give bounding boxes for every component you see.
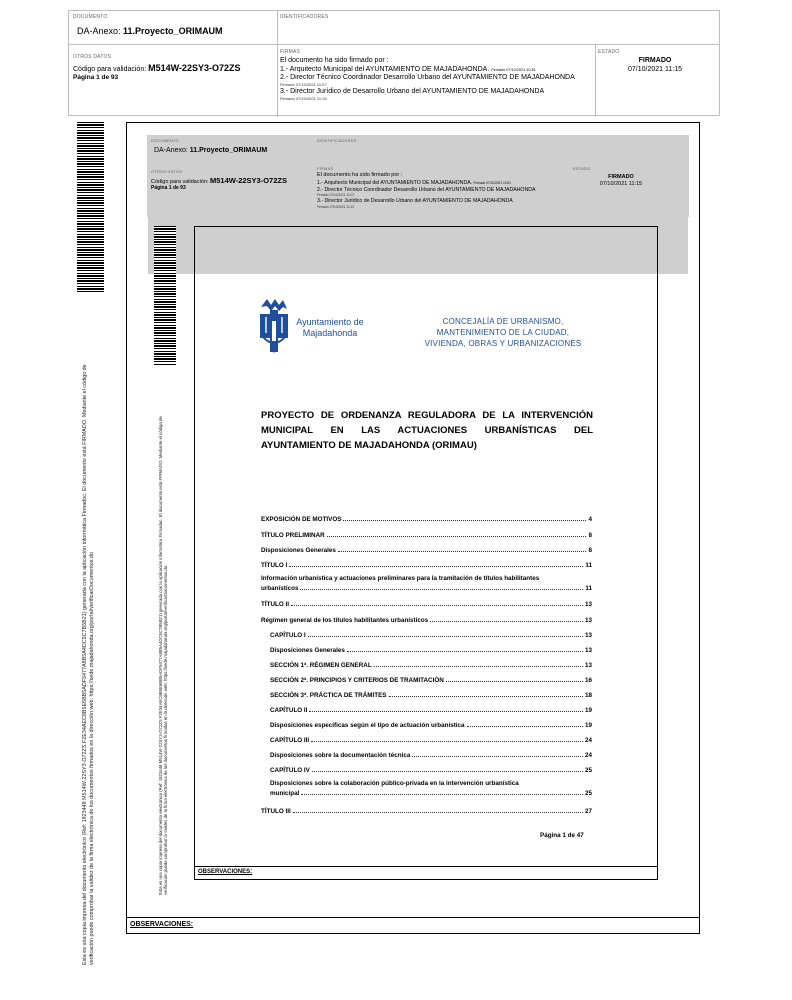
inner-signer-2: 2.- Director Técnico Coordinador Desarrollo Urbano del AYUNTAMIENTO DE MAJADAHONDA (317, 187, 536, 193)
toc-entry-title: CAPÍTULO IV (270, 767, 310, 774)
observaciones-outer-box (127, 917, 699, 933)
inner-doc-prefix: DA-Anexo: (154, 147, 190, 154)
toc-entry-title: TÍTULO PRELIMINAR (261, 532, 325, 539)
toc-entry-title: CAPÍTULO II (270, 707, 308, 714)
inner-label-firmas: FIRMAS (317, 166, 334, 171)
inner-status-firmado: FIRMADO (608, 174, 634, 180)
toc-entry-page: 16 (584, 677, 592, 684)
label-documento: DOCUMENTO (73, 14, 108, 20)
toc-entry[interactable] (270, 767, 592, 774)
observaciones-outer: OBSERVACIONES: (130, 921, 194, 928)
signer-1-stamp: Firmado 07/10/2021 10:51 (491, 68, 536, 72)
toc-entry-title: EXPOSICIÓN DE MOTIVOS (261, 516, 342, 523)
toc-entry-page: 8 (588, 532, 592, 539)
signer-2-stamp: Firmado 07/10/2021 11:07 (280, 82, 327, 87)
toc-entry-page: 19 (584, 722, 592, 729)
toc-entry-page: 24 (584, 737, 592, 744)
codigo-prefix: Código para validación: (73, 66, 149, 73)
toc-entry[interactable] (261, 547, 592, 554)
side-note-outer-line1: Esta es una copia impresa del documento electrónico (Ref: 1823448 M514W-22SY3-O72ZS F2E34AEC8B5E6BB5ADF5477A8B5A4DC5C7B5B21) generada con la aplicación informática Firmadoc. El documento está FIRMADO. Mediante el código de (82, 364, 88, 965)
side-note-outer (82, 305, 95, 965)
inner-document-name (154, 147, 267, 154)
toc-entry[interactable] (270, 632, 592, 639)
signer-1-text: 1.- Arquitecto Municipal del AYUNTAMIENTO DE MAJADAHONDA. (280, 66, 490, 73)
concejalia-line2: MANTENIMIENTO DE LA CIUDAD, (436, 328, 570, 337)
toc-entry-page: 13 (584, 632, 592, 639)
toc-entry[interactable] (261, 562, 592, 569)
inner-signer-3: 3.- Director Jurídico de Desarrollo Urbano del AYUNTAMIENTO DE MAJADAHONDA (317, 198, 513, 204)
toc-entry[interactable] (270, 662, 592, 669)
toc-entry-page: 8 (588, 547, 592, 554)
toc-entry-page: 25 (584, 790, 592, 797)
inner-signer-3-stamp: Firmado 07/10/2021 11:15 (317, 205, 355, 209)
toc-entry-title: municipal (270, 790, 300, 797)
document-title: PROYECTO DE ORDENANZA REGULADORA DE LA INTERVENCIÓN MUNICIPAL EN LAS ACTUACIONES URBANÍSTICAS DEL AYUNTAMIENTO DE MAJADAHONDA (ORIMAU) (261, 410, 593, 451)
inner-signer-2-stamp: Firmado 07/10/2021 11:07 (317, 193, 355, 197)
inner-signer-1 (317, 180, 511, 186)
outer-signature-header (68, 10, 720, 116)
toc-entry-title: TÍTULO II (261, 601, 289, 608)
toc-entry-title: Disposiciones sobre la documentación técnica (270, 752, 411, 759)
divider (277, 45, 278, 117)
toc-entry-title: Disposiciones Generales (270, 647, 345, 654)
divider (277, 11, 278, 45)
toc-entry-page: 11 (585, 585, 592, 592)
validation-code (73, 63, 240, 73)
inner-label-otros: OTROS DATOS (151, 169, 182, 174)
toc-leader (374, 666, 583, 667)
toc-entry[interactable] (261, 516, 592, 523)
concejalia-line1: CONCEJALÍA DE URBANISMO, (442, 317, 564, 326)
observaciones-inner: OBSERVACIONES: (198, 869, 253, 875)
toc-entry-title: Régimen general de los títulos habilitantes urbanísticos (261, 617, 429, 624)
doc-prefix: DA-Anexo: (77, 26, 124, 36)
toc-leader (293, 812, 583, 813)
inner-firmado-por: El documento ha sido firmado por : (317, 172, 403, 178)
toc-entry-page: 13 (584, 647, 592, 654)
toc-entry-page: 4 (588, 516, 592, 523)
inner-status-date: 07/10/2021 11:15 (599, 181, 643, 187)
side-note-inner-line2: verificación puede comprobar la validez de la firma electrónica de los documentos firmados en la dirección web: https://sede.majadahonda.org/portal/verificarDocumentos.do (163, 565, 169, 895)
toc-leader (389, 696, 583, 697)
toc-leader (309, 711, 583, 712)
toc-entry-title: SECCIÓN 1ª. RÉGIMEN GENERAL (270, 662, 372, 669)
toc-entry[interactable] (270, 752, 592, 759)
toc-entry-title: CAPÍTULO III (270, 737, 310, 744)
status-date: 07/10/2021 11:15 (628, 66, 682, 73)
codigo: M514W-22SY3-O72ZS (148, 63, 241, 73)
page-count: Página 1 de 93 (73, 74, 119, 81)
barcode-inner (154, 226, 176, 366)
toc-leader (338, 551, 587, 552)
signer-3-stamp: Firmado 07/10/2021 11:15 (280, 96, 327, 101)
divider (595, 45, 596, 117)
toc-entry-page: 11 (585, 562, 592, 569)
label-identificadores: IDENTIFICADORES (280, 14, 329, 20)
toc-entry[interactable] (270, 722, 592, 729)
page-number: Página 1 de 47 (540, 832, 584, 839)
side-note-inner (158, 375, 168, 895)
signer-3: 3.- Director Jurídico de Desarrollo Urbano del AYUNTAMIENTO DE MAJADAHONDA (280, 88, 545, 95)
logo-line2: Majadahonda (302, 328, 358, 338)
toc-leader (300, 589, 583, 590)
ayuntamiento-logo-icon (257, 297, 291, 355)
signer-2: 2.- Director Técnico Coordinador Desarrollo Urbano del AYUNTAMIENTO DE MAJADAHONDA (280, 74, 575, 81)
side-note-outer-line2: verificación puede comprobar la validez de la firma electrónica de los documentos firmados en la dirección web: https://sede.majadahonda.org/portal/verificarDocumentos.do (88, 552, 95, 965)
inner-signer-1-text: 1.- Arquitecto Municipal del AYUNTAMIENTO DE MAJADAHONDA. (317, 180, 473, 186)
toc-leader (312, 771, 583, 772)
inner-label-documento: DOCUMENTO (151, 138, 179, 143)
inner-label-estado: ESTADO (573, 166, 591, 171)
toc-entry[interactable] (261, 617, 592, 624)
toc-leader (343, 520, 586, 521)
label-firmas: FIRMAS (280, 49, 301, 55)
toc-entry[interactable] (261, 585, 592, 592)
toc-leader (308, 636, 583, 637)
toc-leader (327, 536, 587, 537)
toc-entry-title: TÍTULO I (261, 562, 288, 569)
side-note-inner-line1: Esta es una copia impresa del documento electrónico (Ref: 1823448 M514W-22SY3-O72ZS F2E34AEC8B5E6BB5ADF5477A8B5A4DC5C7B5B21) generada con la aplicación informática Firmadoc. El documento está FIRMADO. Mediante el código de (158, 416, 163, 895)
concejalia-line3: VIVIENDA, OBRAS Y URBANIZACIONES (424, 339, 582, 348)
toc-entry-page: 19 (584, 707, 592, 714)
toc-entry[interactable] (270, 707, 592, 714)
toc-entry[interactable] (270, 737, 592, 744)
toc-entry[interactable] (261, 808, 592, 815)
doc-name: 11.Proyecto_ORIMAUM (123, 26, 223, 36)
toc-leader (291, 605, 583, 606)
toc-entry-page: 13 (584, 601, 592, 608)
toc-leader (430, 621, 583, 622)
toc-entry-title: urbanísticos (261, 585, 299, 592)
status-firmado: FIRMADO (638, 57, 672, 64)
toc-entry[interactable] (270, 647, 592, 654)
inner-codigo-prefix: Código para validación: (151, 179, 211, 185)
toc-entry-page: 25 (584, 767, 592, 774)
logo-line1: Ayuntamiento de (296, 317, 364, 327)
signer-1 (280, 66, 536, 73)
inner-codigo: M514W-22SY3-O72ZS (210, 176, 287, 185)
toc-leader (301, 794, 583, 795)
toc-leader (311, 741, 583, 742)
toc-entry-page: 13 (584, 662, 592, 669)
toc-leader (289, 566, 583, 567)
label-otros-datos: OTROS DATOS (73, 54, 112, 60)
toc-entry-title: Disposiciones Generales (261, 547, 336, 554)
toc-entry[interactable] (270, 677, 592, 684)
toc-entry-page: 24 (584, 752, 592, 759)
toc-entry-line1[interactable]: Información urbanística y actuaciones preliminares para la tramitación de títulos habilitantes (261, 575, 540, 582)
toc-entry-line1[interactable]: Disposiciones sobre la colaboración público-privada en la intervención urbanística (270, 780, 519, 787)
toc-entry-title: SECCIÓN 3ª. PRÁCTICA DE TRÁMITES (270, 692, 387, 699)
firmado-por: El documento ha sido firmado por : (280, 57, 389, 64)
inner-validation-code (151, 176, 287, 185)
inner-doc-name: 11.Proyecto_ORIMAUM (189, 147, 268, 154)
toc-entry-page: 13 (584, 617, 592, 624)
inner-signer-1-stamp: Firmado 07/10/2021 10:51 (473, 181, 511, 185)
toc-leader (467, 726, 583, 727)
toc-leader (347, 651, 583, 652)
toc-leader (412, 756, 583, 757)
inner-page-count: Página 1 de 93 (151, 185, 186, 191)
toc-entry[interactable] (261, 532, 592, 539)
toc-entry-page: 27 (584, 808, 592, 815)
document-name (77, 26, 223, 36)
toc-leader (446, 681, 583, 682)
label-estado: ESTADO (598, 49, 620, 55)
toc-entry-title: CAPÍTULO I (270, 632, 306, 639)
toc-entry[interactable] (270, 692, 592, 699)
toc-entry-title: Disposiciones específicas según el tipo de actuación urbanística (270, 722, 465, 729)
inner-signature-header (147, 135, 689, 217)
logo-wordmark (290, 317, 370, 339)
toc-entry[interactable] (261, 601, 592, 608)
inner-label-identificadores: IDENTIFICADORES (317, 138, 357, 143)
concejalia-heading (400, 316, 606, 349)
toc-entry-title: SECCIÓN 2ª. PRINCIPIOS Y CRITERIOS DE TRAMITACIÓN (270, 677, 444, 684)
toc-entry-page: 18 (584, 692, 592, 699)
toc-entry-title: TÍTULO III (261, 808, 291, 815)
barcode-outer (77, 122, 104, 292)
toc-entry[interactable] (270, 790, 592, 797)
